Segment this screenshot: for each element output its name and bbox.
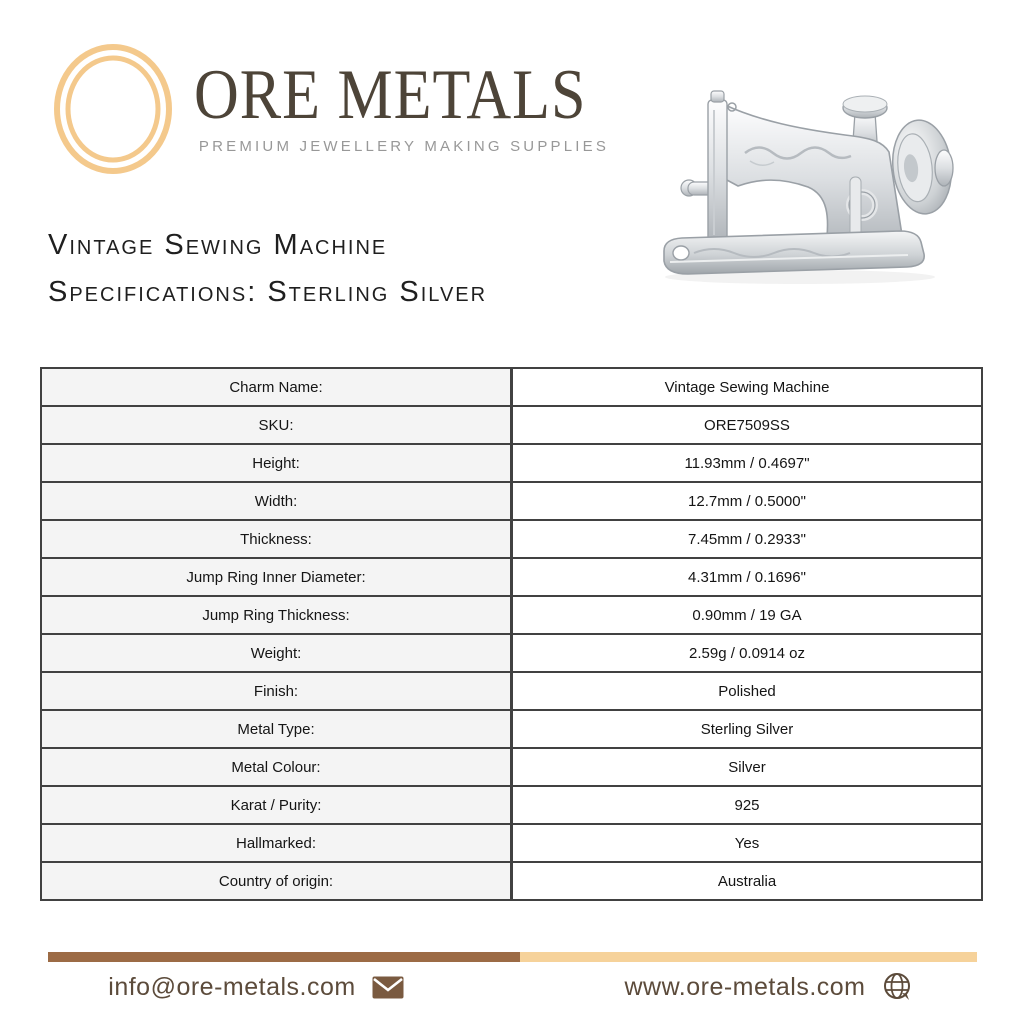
row-value: 2.59g / 0.0914 oz [512, 634, 983, 672]
table-row [41, 368, 982, 406]
table-row [41, 824, 982, 862]
table-row [41, 748, 982, 786]
row-value: Sterling Silver [512, 710, 983, 748]
globe-icon [882, 972, 912, 1002]
row-label: Hallmarked: [41, 824, 512, 862]
table-row [41, 862, 982, 900]
row-label: Thickness: [41, 520, 512, 558]
row-value: 12.7mm / 0.5000" [512, 482, 983, 520]
brand-name: ORE METALS [194, 56, 587, 135]
page-title-line2: Specifications: Sterling Silver [48, 276, 488, 308]
page-title-line1: Vintage Sewing Machine [48, 229, 388, 261]
row-value: 11.93mm / 0.4697" [512, 444, 983, 482]
row-value: Silver [512, 748, 983, 786]
row-value: 925 [512, 786, 983, 824]
footer [0, 962, 1024, 1012]
footer-website-group [512, 962, 1024, 1012]
row-value: ORE7509SS [512, 406, 983, 444]
row-label: Country of origin: [41, 862, 512, 900]
envelope-icon [372, 976, 404, 999]
website-link[interactable]: www.ore-metals.com [624, 972, 866, 1001]
row-value: Polished [512, 672, 983, 710]
row-label: Jump Ring Thickness: [41, 596, 512, 634]
footer-divider [48, 952, 977, 962]
table-row [41, 596, 982, 634]
table-row [41, 786, 982, 824]
row-label: Karat / Purity: [41, 786, 512, 824]
row-value: Yes [512, 824, 983, 862]
logo-rings-icon [52, 42, 174, 176]
row-value: 0.90mm / 19 GA [512, 596, 983, 634]
row-value: Australia [512, 862, 983, 900]
row-value: Vintage Sewing Machine [512, 368, 983, 406]
sewing-machine-image [650, 55, 1020, 305]
page-title [48, 222, 487, 316]
row-label: Metal Colour: [41, 748, 512, 786]
table-row [41, 482, 982, 520]
table-row [41, 406, 982, 444]
table-row [41, 520, 982, 558]
email-link[interactable]: info@ore-metals.com [108, 972, 356, 1001]
table-row [41, 558, 982, 596]
row-value: 4.31mm / 0.1696" [512, 558, 983, 596]
row-label: SKU: [41, 406, 512, 444]
row-label: Metal Type: [41, 710, 512, 748]
table-row [41, 672, 982, 710]
spec-table-body [41, 368, 982, 900]
spec-table [40, 367, 983, 901]
row-label: Width: [41, 482, 512, 520]
table-row [41, 634, 982, 672]
row-label: Jump Ring Inner Diameter: [41, 558, 512, 596]
footer-email-group [0, 962, 512, 1012]
row-label: Finish: [41, 672, 512, 710]
table-row [41, 710, 982, 748]
brand-block [194, 56, 614, 155]
brand-tagline: PREMIUM JEWELLERY MAKING SUPPLIES [198, 138, 610, 155]
row-label: Charm Name: [41, 368, 512, 406]
row-label: Weight: [41, 634, 512, 672]
row-label: Height: [41, 444, 512, 482]
table-row [41, 444, 982, 482]
row-value: 7.45mm / 0.2933" [512, 520, 983, 558]
